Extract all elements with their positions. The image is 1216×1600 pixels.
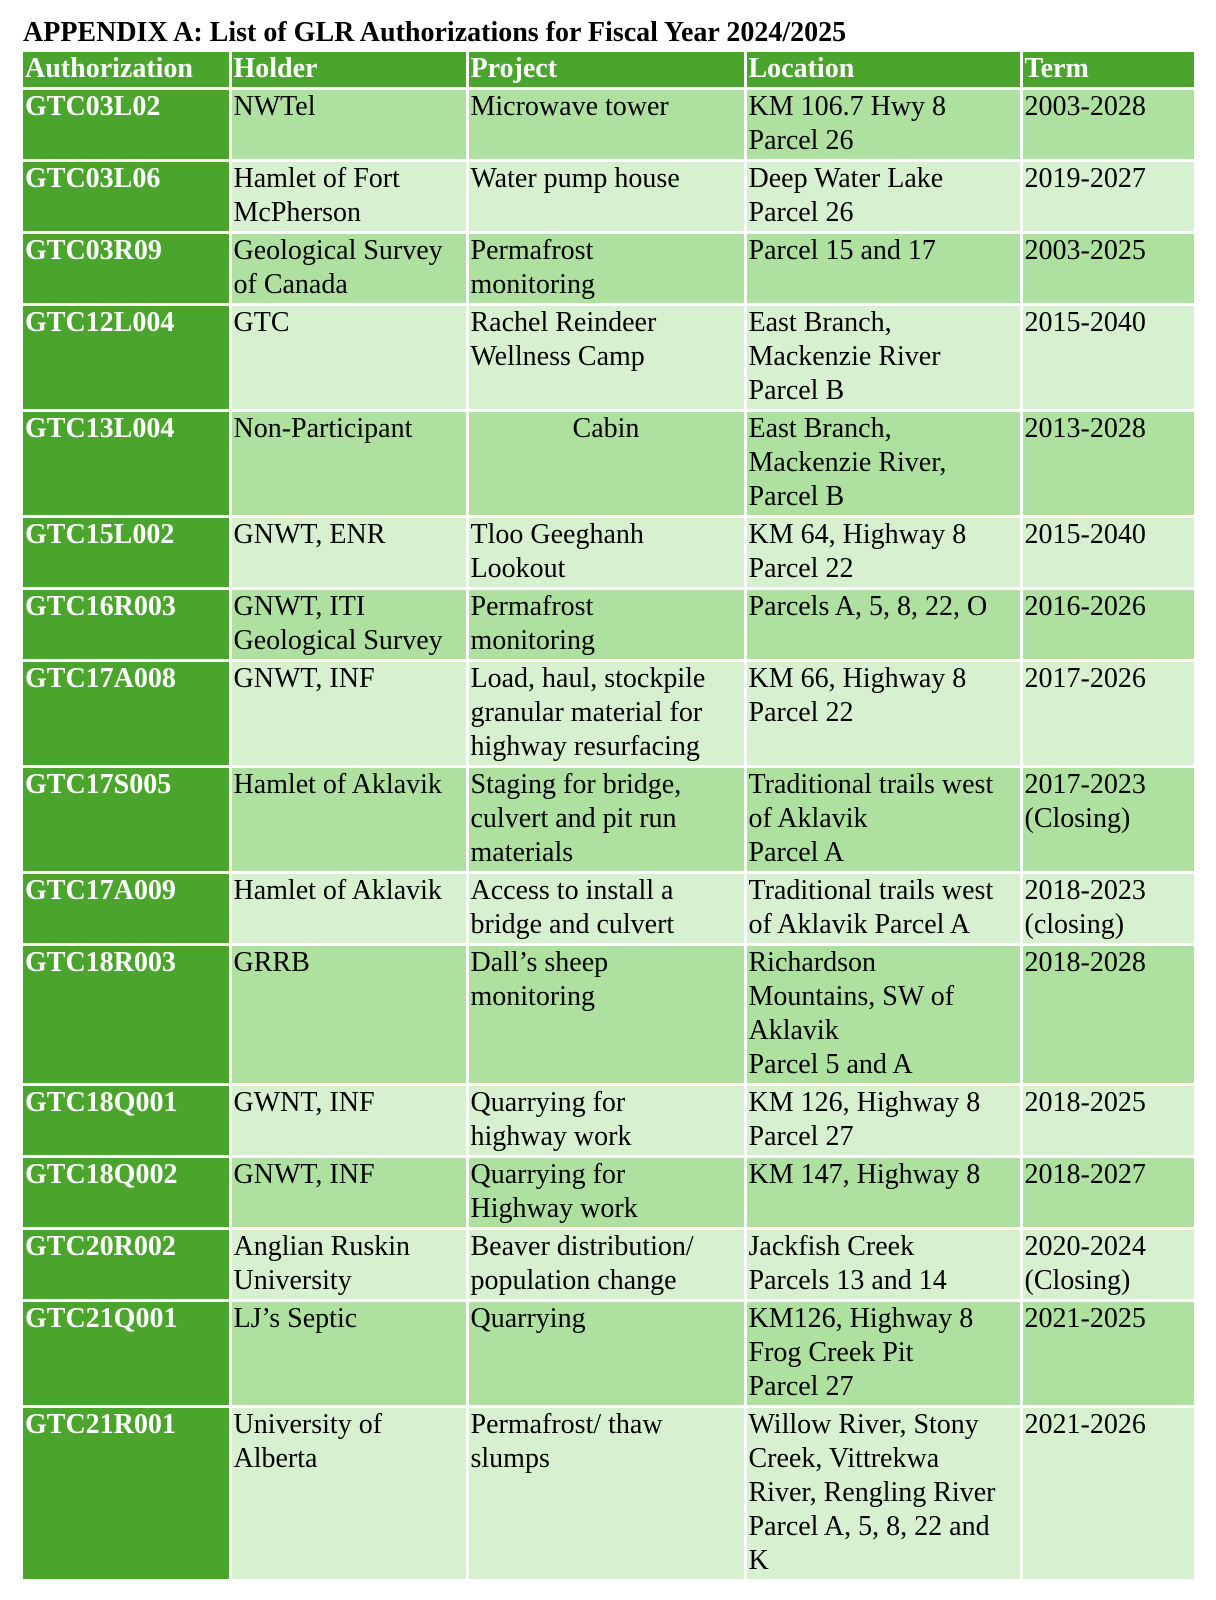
authorization-cell: GTC13L004 xyxy=(23,411,230,517)
location-cell: KM 147, Highway 8 xyxy=(745,1157,1021,1229)
location-cell: Parcels A, 5, 8, 22, O xyxy=(745,589,1021,661)
table-row xyxy=(23,233,1194,305)
holder-cell: University of Alberta xyxy=(230,1407,467,1580)
authorization-cell: GTC17S005 xyxy=(23,767,230,873)
holder-cell: GNWT, INF xyxy=(230,661,467,767)
authorization-cell: GTC18Q001 xyxy=(23,1085,230,1157)
location-cell: Willow River, Stony Creek, Vittrekwa River, Rengling River Parcel A, 5, 8, 22 and K xyxy=(745,1407,1021,1580)
term-cell: 2019-2027 xyxy=(1021,161,1194,233)
holder-cell: GNWT, INF xyxy=(230,1157,467,1229)
project-cell: Quarrying for highway work xyxy=(467,1085,745,1157)
authorization-cell: GTC16R003 xyxy=(23,589,230,661)
holder-cell: Anglian Ruskin University xyxy=(230,1229,467,1301)
location-cell: KM 126, Highway 8 Parcel 27 xyxy=(745,1085,1021,1157)
term-cell: 2015-2040 xyxy=(1021,517,1194,589)
table-row xyxy=(23,1229,1194,1301)
project-cell: Beaver distribution/ population change xyxy=(467,1229,745,1301)
term-cell: 2018-2028 xyxy=(1021,945,1194,1085)
authorization-cell: GTC03L02 xyxy=(23,89,230,161)
header-term: Term xyxy=(1021,52,1194,89)
table-row xyxy=(23,767,1194,873)
location-cell: KM 64, Highway 8 Parcel 22 xyxy=(745,517,1021,589)
location-cell: Jackfish Creek Parcels 13 and 14 xyxy=(745,1229,1021,1301)
page-title: APPENDIX A: List of GLR Authorizations for Fiscal Year 2024/2025 xyxy=(23,17,847,48)
holder-cell: LJ’s Septic xyxy=(230,1301,467,1407)
table-row xyxy=(23,161,1194,233)
table-row xyxy=(23,517,1194,589)
term-cell: 2018-2027 xyxy=(1021,1157,1194,1229)
authorization-cell: GTC17A008 xyxy=(23,661,230,767)
project-cell: Rachel Reindeer Wellness Camp xyxy=(467,305,745,411)
table-row xyxy=(23,411,1194,517)
holder-cell: GNWT, ITI Geological Survey xyxy=(230,589,467,661)
authorization-cell: GTC21R001 xyxy=(23,1407,230,1580)
term-cell: 2020-2024 (Closing) xyxy=(1021,1229,1194,1301)
header-holder: Holder xyxy=(230,52,467,89)
authorization-cell: GTC17A009 xyxy=(23,873,230,945)
holder-cell: Hamlet of Aklavik xyxy=(230,873,467,945)
project-cell: Access to install a bridge and culvert xyxy=(467,873,745,945)
table-row xyxy=(23,589,1194,661)
authorization-cell: GTC03L06 xyxy=(23,161,230,233)
authorization-cell: GTC20R002 xyxy=(23,1229,230,1301)
authorization-cell: GTC03R09 xyxy=(23,233,230,305)
table-row xyxy=(23,1085,1194,1157)
location-cell: KM 106.7 Hwy 8 Parcel 26 xyxy=(745,89,1021,161)
table-row xyxy=(23,873,1194,945)
project-cell: Load, haul, stockpile granular material for highway resurfacing xyxy=(467,661,745,767)
holder-cell: GWNT, INF xyxy=(230,1085,467,1157)
holder-cell: GNWT, ENR xyxy=(230,517,467,589)
authorization-cell: GTC18Q002 xyxy=(23,1157,230,1229)
location-cell: Parcel 15 and 17 xyxy=(745,233,1021,305)
term-cell: 2015-2040 xyxy=(1021,305,1194,411)
location-cell: Deep Water Lake Parcel 26 xyxy=(745,161,1021,233)
table-row xyxy=(23,661,1194,767)
term-cell: 2003-2025 xyxy=(1021,233,1194,305)
table-row xyxy=(23,1407,1194,1580)
location-cell: Richardson Mountains, SW of Aklavik Parcel 5 and A xyxy=(745,945,1021,1085)
holder-cell: Geological Survey of Canada xyxy=(230,233,467,305)
holder-cell: GTC xyxy=(230,305,467,411)
project-cell: Quarrying for Highway work xyxy=(467,1157,745,1229)
table-header-row xyxy=(23,52,1194,89)
authorization-cell: GTC12L004 xyxy=(23,305,230,411)
holder-cell: Hamlet of Fort McPherson xyxy=(230,161,467,233)
table-row xyxy=(23,945,1194,1085)
term-cell: 2018-2025 xyxy=(1021,1085,1194,1157)
project-cell: Permafrost monitoring xyxy=(467,589,745,661)
header-authorization: Authorization xyxy=(23,52,230,89)
term-cell: 2017-2026 xyxy=(1021,661,1194,767)
header-location: Location xyxy=(745,52,1021,89)
project-cell: Water pump house xyxy=(467,161,745,233)
term-cell: 2016-2026 xyxy=(1021,589,1194,661)
table-row xyxy=(23,1301,1194,1407)
location-cell: East Branch, Mackenzie River Parcel B xyxy=(745,305,1021,411)
term-cell: 2018-2023 (closing) xyxy=(1021,873,1194,945)
authorization-cell: GTC21Q001 xyxy=(23,1301,230,1407)
project-cell: Dall’s sheep monitoring xyxy=(467,945,745,1085)
table-row xyxy=(23,89,1194,161)
holder-cell: NWTel xyxy=(230,89,467,161)
term-cell: 2013-2028 xyxy=(1021,411,1194,517)
term-cell: 2003-2028 xyxy=(1021,89,1194,161)
project-cell: Tloo Geeghanh Lookout xyxy=(467,517,745,589)
holder-cell: GRRB xyxy=(230,945,467,1085)
table-row xyxy=(23,1157,1194,1229)
project-cell: Staging for bridge, culvert and pit run materials xyxy=(467,767,745,873)
authorizations-table xyxy=(23,52,1194,1579)
location-cell: KM 66, Highway 8 Parcel 22 xyxy=(745,661,1021,767)
project-cell: Microwave tower xyxy=(467,89,745,161)
project-cell: Cabin xyxy=(467,411,745,517)
project-cell: Permafrost/ thaw slumps xyxy=(467,1407,745,1580)
term-cell: 2017-2023 (Closing) xyxy=(1021,767,1194,873)
authorization-cell: GTC18R003 xyxy=(23,945,230,1085)
location-cell: Traditional trails west of Aklavik Parcel A xyxy=(745,873,1021,945)
term-cell: 2021-2026 xyxy=(1021,1407,1194,1580)
holder-cell: Non-Participant xyxy=(230,411,467,517)
authorization-cell: GTC15L002 xyxy=(23,517,230,589)
location-cell: Traditional trails west of Aklavik Parcel A xyxy=(745,767,1021,873)
location-cell: KM126, Highway 8 Frog Creek Pit Parcel 27 xyxy=(745,1301,1021,1407)
holder-cell: Hamlet of Aklavik xyxy=(230,767,467,873)
header-project: Project xyxy=(467,52,745,89)
project-cell: Quarrying xyxy=(467,1301,745,1407)
term-cell: 2021-2025 xyxy=(1021,1301,1194,1407)
project-cell: Permafrost monitoring xyxy=(467,233,745,305)
table-row xyxy=(23,305,1194,411)
location-cell: East Branch, Mackenzie River, Parcel B xyxy=(745,411,1021,517)
